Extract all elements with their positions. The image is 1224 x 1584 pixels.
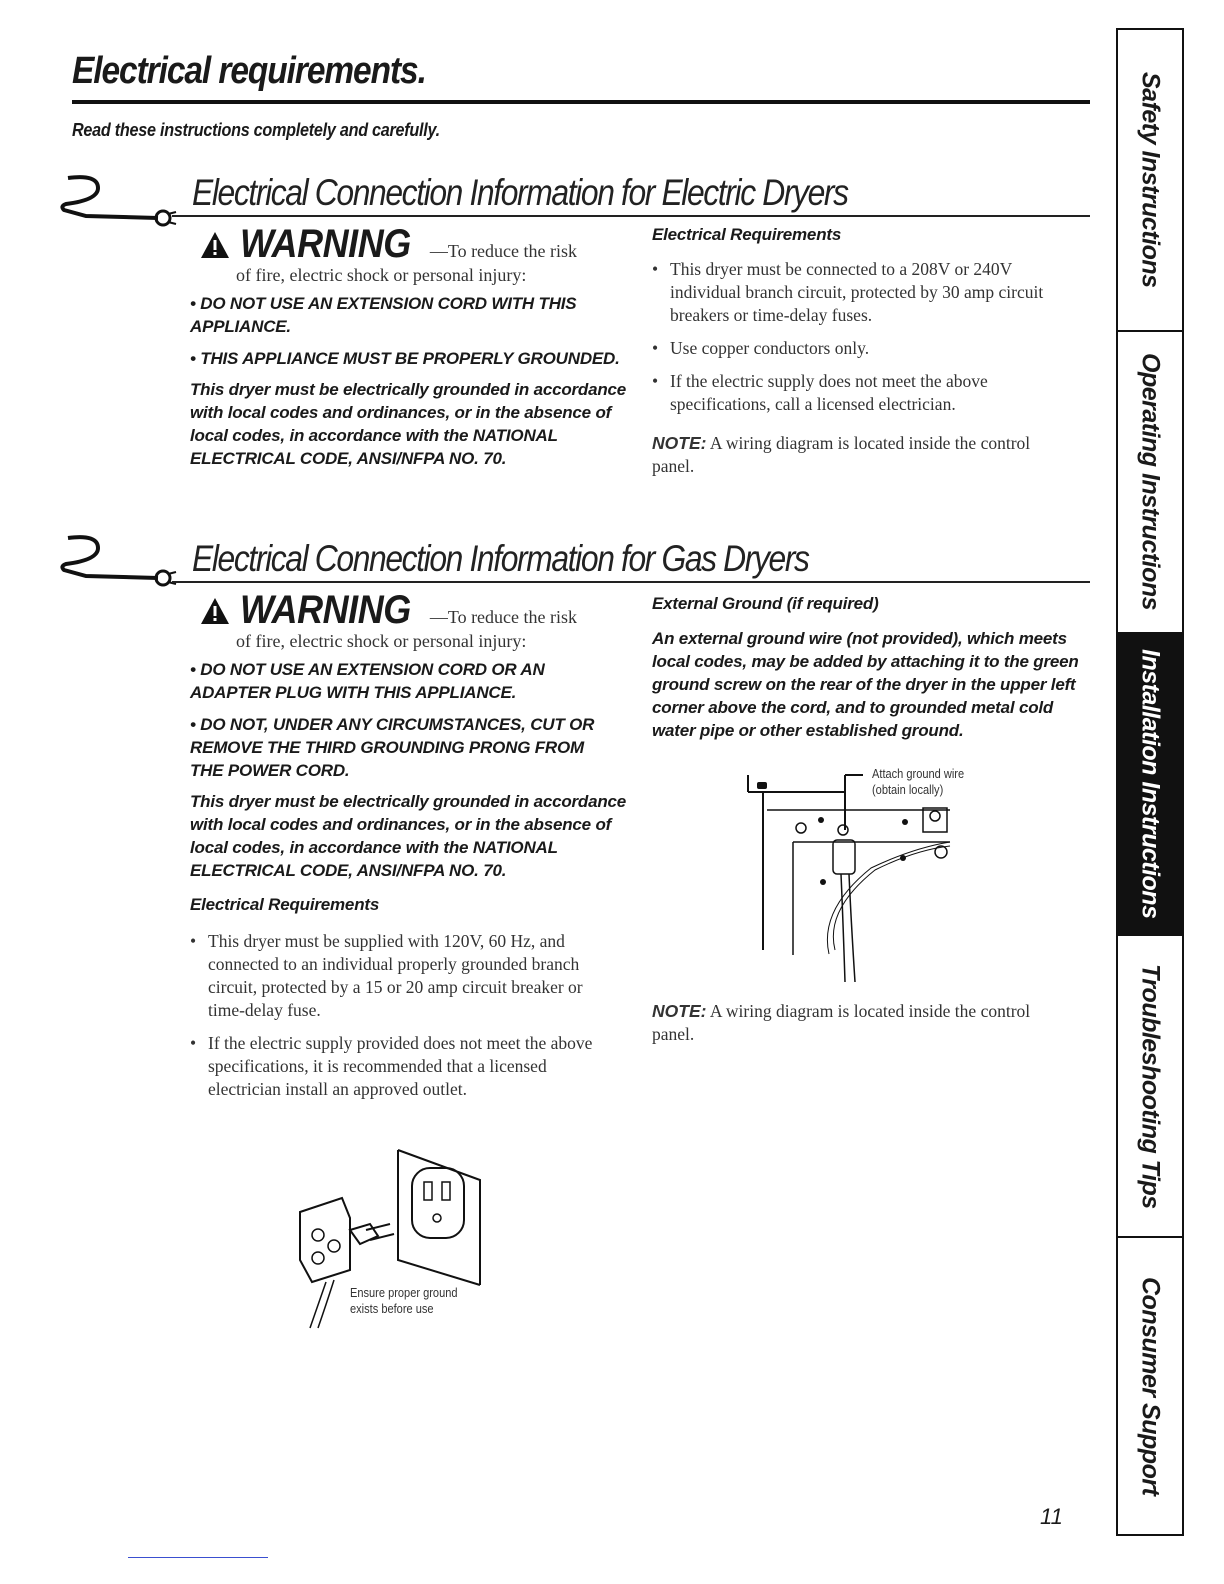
warning-icon <box>200 597 230 625</box>
tab-label: Troubleshooting Tips <box>1136 963 1165 1209</box>
list-item: • This dryer must be connected to a 208V or 240V individual branch circuit, protected by 30 amp circuit breakers or time-delay fuses. <box>650 258 1080 327</box>
warning-text: —To reduce the risk <box>429 241 578 261</box>
tab-label: Safety Instructions <box>1136 72 1165 288</box>
list-item: • This dryer must be supplied with 120V, 60 Hz, and connected to an individual properly grounded branch circuit, protected by a 15 or 20 amp circuit breaker or time-delay fuse. <box>188 930 618 1022</box>
caption-line: exists before use <box>350 1301 434 1316</box>
caption-line: Attach ground wire <box>872 766 965 781</box>
ext-ground-paragraph: An external ground wire (not provided), which meets local codes, may be added by attaching it to the green ground screw on the rear of the dryer in the upper left corner above the cord, and to grounded metal cold water pipe or other established ground. <box>652 629 1079 740</box>
warning-word: WARNING <box>240 222 411 266</box>
diagram-caption <box>872 766 964 798</box>
ground-wire-diagram <box>745 770 975 985</box>
warning-text: —To reduce the risk <box>429 607 578 627</box>
electric-req-heading: Electrical Requirements <box>652 225 842 244</box>
electric-section-title: Electrical Connection Information for Electric Dryers <box>192 172 848 213</box>
caps-bullet: • DO NOT, UNDER ANY CIRCUMSTANCES, CUT OR REMOVE THE THIRD GROUNDING PRONG FROM THE POWER CORD. <box>190 715 595 780</box>
plug-icon <box>58 530 178 600</box>
warning-text-line2: of fire, electric shock or personal injury: <box>236 265 527 285</box>
gas-note <box>652 1000 1062 1046</box>
note-label: NOTE: <box>652 1001 707 1021</box>
warning-text-line2: of fire, electric shock or personal injury: <box>236 631 527 651</box>
electric-caps-bullets <box>190 292 630 370</box>
caps-bullet: • DO NOT USE AN EXTENSION CORD OR AN ADAPTER PLUG WITH THIS APPLIANCE. <box>190 660 545 702</box>
tab-label: Installation Instructions <box>1136 649 1165 919</box>
tab-operating-instructions[interactable] <box>1118 332 1182 634</box>
caps-bullet: • DO NOT USE AN EXTENSION CORD WITH THIS APPLIANCE. <box>190 294 577 336</box>
page-number: 11 <box>1040 1504 1063 1529</box>
electric-note <box>652 432 1062 478</box>
warning-icon <box>200 231 230 259</box>
gas-ground-paragraph: This dryer must be electrically grounded in accordance with local codes and ordinances, or in the absence of local codes, in accordance with the NATIONAL ELECTRICAL CODE, ANSI/NFPA NO. 70. <box>190 792 627 880</box>
electric-warning-block <box>200 222 630 286</box>
warning-word: WARNING <box>240 588 411 632</box>
electric-ground-paragraph: This dryer must be electrically grounded in accordance with local codes and ordinances, or in the absence of local codes, in accordance with the NATIONAL ELECTRICAL CODE, ANSI/NFPA NO. 70. <box>190 380 627 468</box>
caption-line: (obtain locally) <box>872 782 944 797</box>
tab-consumer-support[interactable] <box>1118 1238 1182 1534</box>
list-item: • If the electric supply does not meet the above specifications, call a licensed electrician. <box>650 370 1080 416</box>
list-item: • If the electric supply provided does not meet the above specifications, it is recommended that a licensed electrician install an approved outlet. <box>188 1032 618 1101</box>
gas-req-list <box>188 930 618 1111</box>
title-rule <box>72 100 1090 104</box>
gas-section-title: Electrical Connection Information for Gas Dryers <box>192 538 809 579</box>
tab-label: Operating Instructions <box>1136 353 1165 611</box>
note-text: A wiring diagram is located inside the control panel. <box>652 433 1031 476</box>
caption-line: Ensure proper ground <box>350 1285 458 1300</box>
side-tab-bar <box>1116 28 1184 1536</box>
electric-section-rule <box>172 215 1090 217</box>
plug-caption <box>350 1285 458 1317</box>
note-text: A wiring diagram is located inside the control panel. <box>652 1001 1031 1044</box>
gas-section-rule <box>172 581 1090 583</box>
page-subtitle: Read these instructions completely and carefully. <box>72 120 440 140</box>
tab-troubleshooting-tips[interactable] <box>1118 936 1182 1238</box>
bottom-link-underline[interactable] <box>128 1557 268 1558</box>
gas-req-heading: Electrical Requirements <box>190 895 380 914</box>
gas-caps-bullets <box>190 658 610 782</box>
electric-req-list <box>650 258 1080 426</box>
tab-label: Consumer Support <box>1136 1276 1165 1496</box>
note-label: NOTE: <box>652 433 707 453</box>
gas-warning-block <box>200 588 630 652</box>
caps-bullet: • THIS APPLIANCE MUST BE PROPERLY GROUNDED. <box>190 349 620 368</box>
list-item: • Use copper conductors only. <box>650 337 1080 360</box>
tab-installation-instructions[interactable] <box>1118 634 1182 936</box>
page-title: Electrical requirements. <box>72 50 426 92</box>
plug-icon <box>58 170 178 240</box>
tab-safety-instructions[interactable] <box>1118 30 1182 332</box>
ext-ground-heading: External Ground (if required) <box>652 594 879 613</box>
